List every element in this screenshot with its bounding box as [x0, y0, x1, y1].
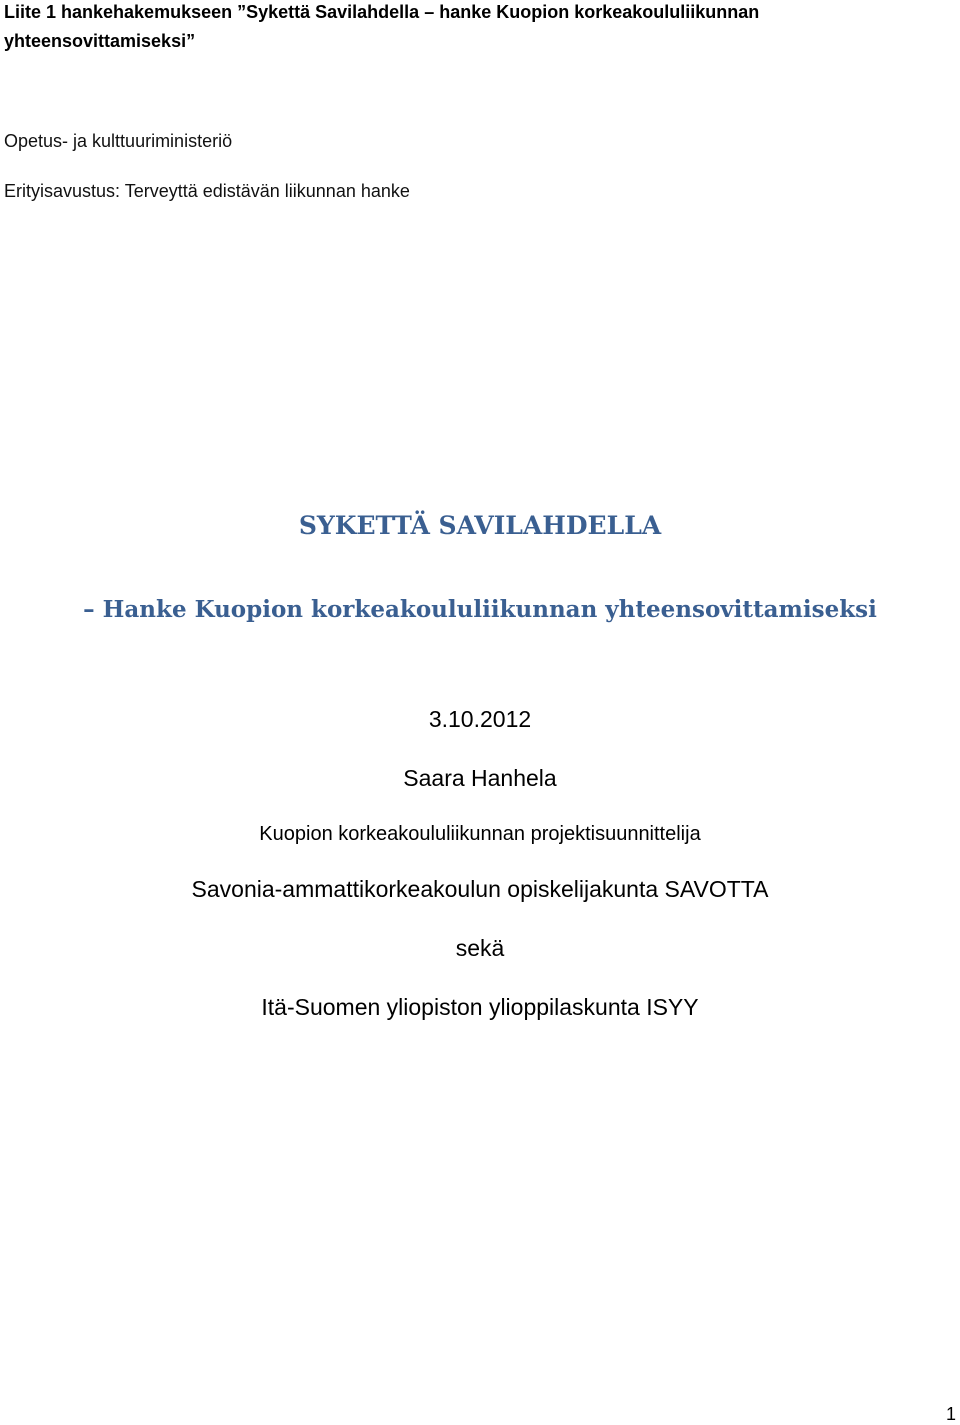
grant-type: Erityisavustus: Terveyttä edistävän liikunnan hanke	[4, 181, 410, 201]
organization-isyy: Itä-Suomen yliopiston ylioppilaskunta ISYY	[261, 994, 699, 1020]
ministry-name: Opetus- ja kulttuuriministeriö	[4, 131, 233, 151]
document-subtitle: – Hanke Kuopion korkeakoululiikunnan yhteensovittamiseksi	[83, 596, 877, 623]
author-name: Saara Hanhela	[403, 765, 557, 791]
organization-savotta: Savonia-ammattikorkeakoulun opiskelijakunta SAVOTTA	[191, 876, 769, 902]
author-role: Kuopion korkeakoululiikunnan projektisuunnittelija	[259, 823, 701, 845]
document-date: 3.10.2012	[428, 706, 532, 732]
conjunction-seka: sekä	[455, 935, 505, 961]
attachment-heading-line-2: yhteensovittamiseksi”	[4, 31, 196, 51]
document-title: SYKETTÄ SAVILAHDELLA	[298, 511, 662, 540]
page-number: 1	[945, 1404, 956, 1424]
attachment-heading-line-1: Liite 1 hankehakemukseen ”Sykettä Savilahdella – hanke Kuopion korkeakoululiikunnan	[4, 2, 760, 22]
